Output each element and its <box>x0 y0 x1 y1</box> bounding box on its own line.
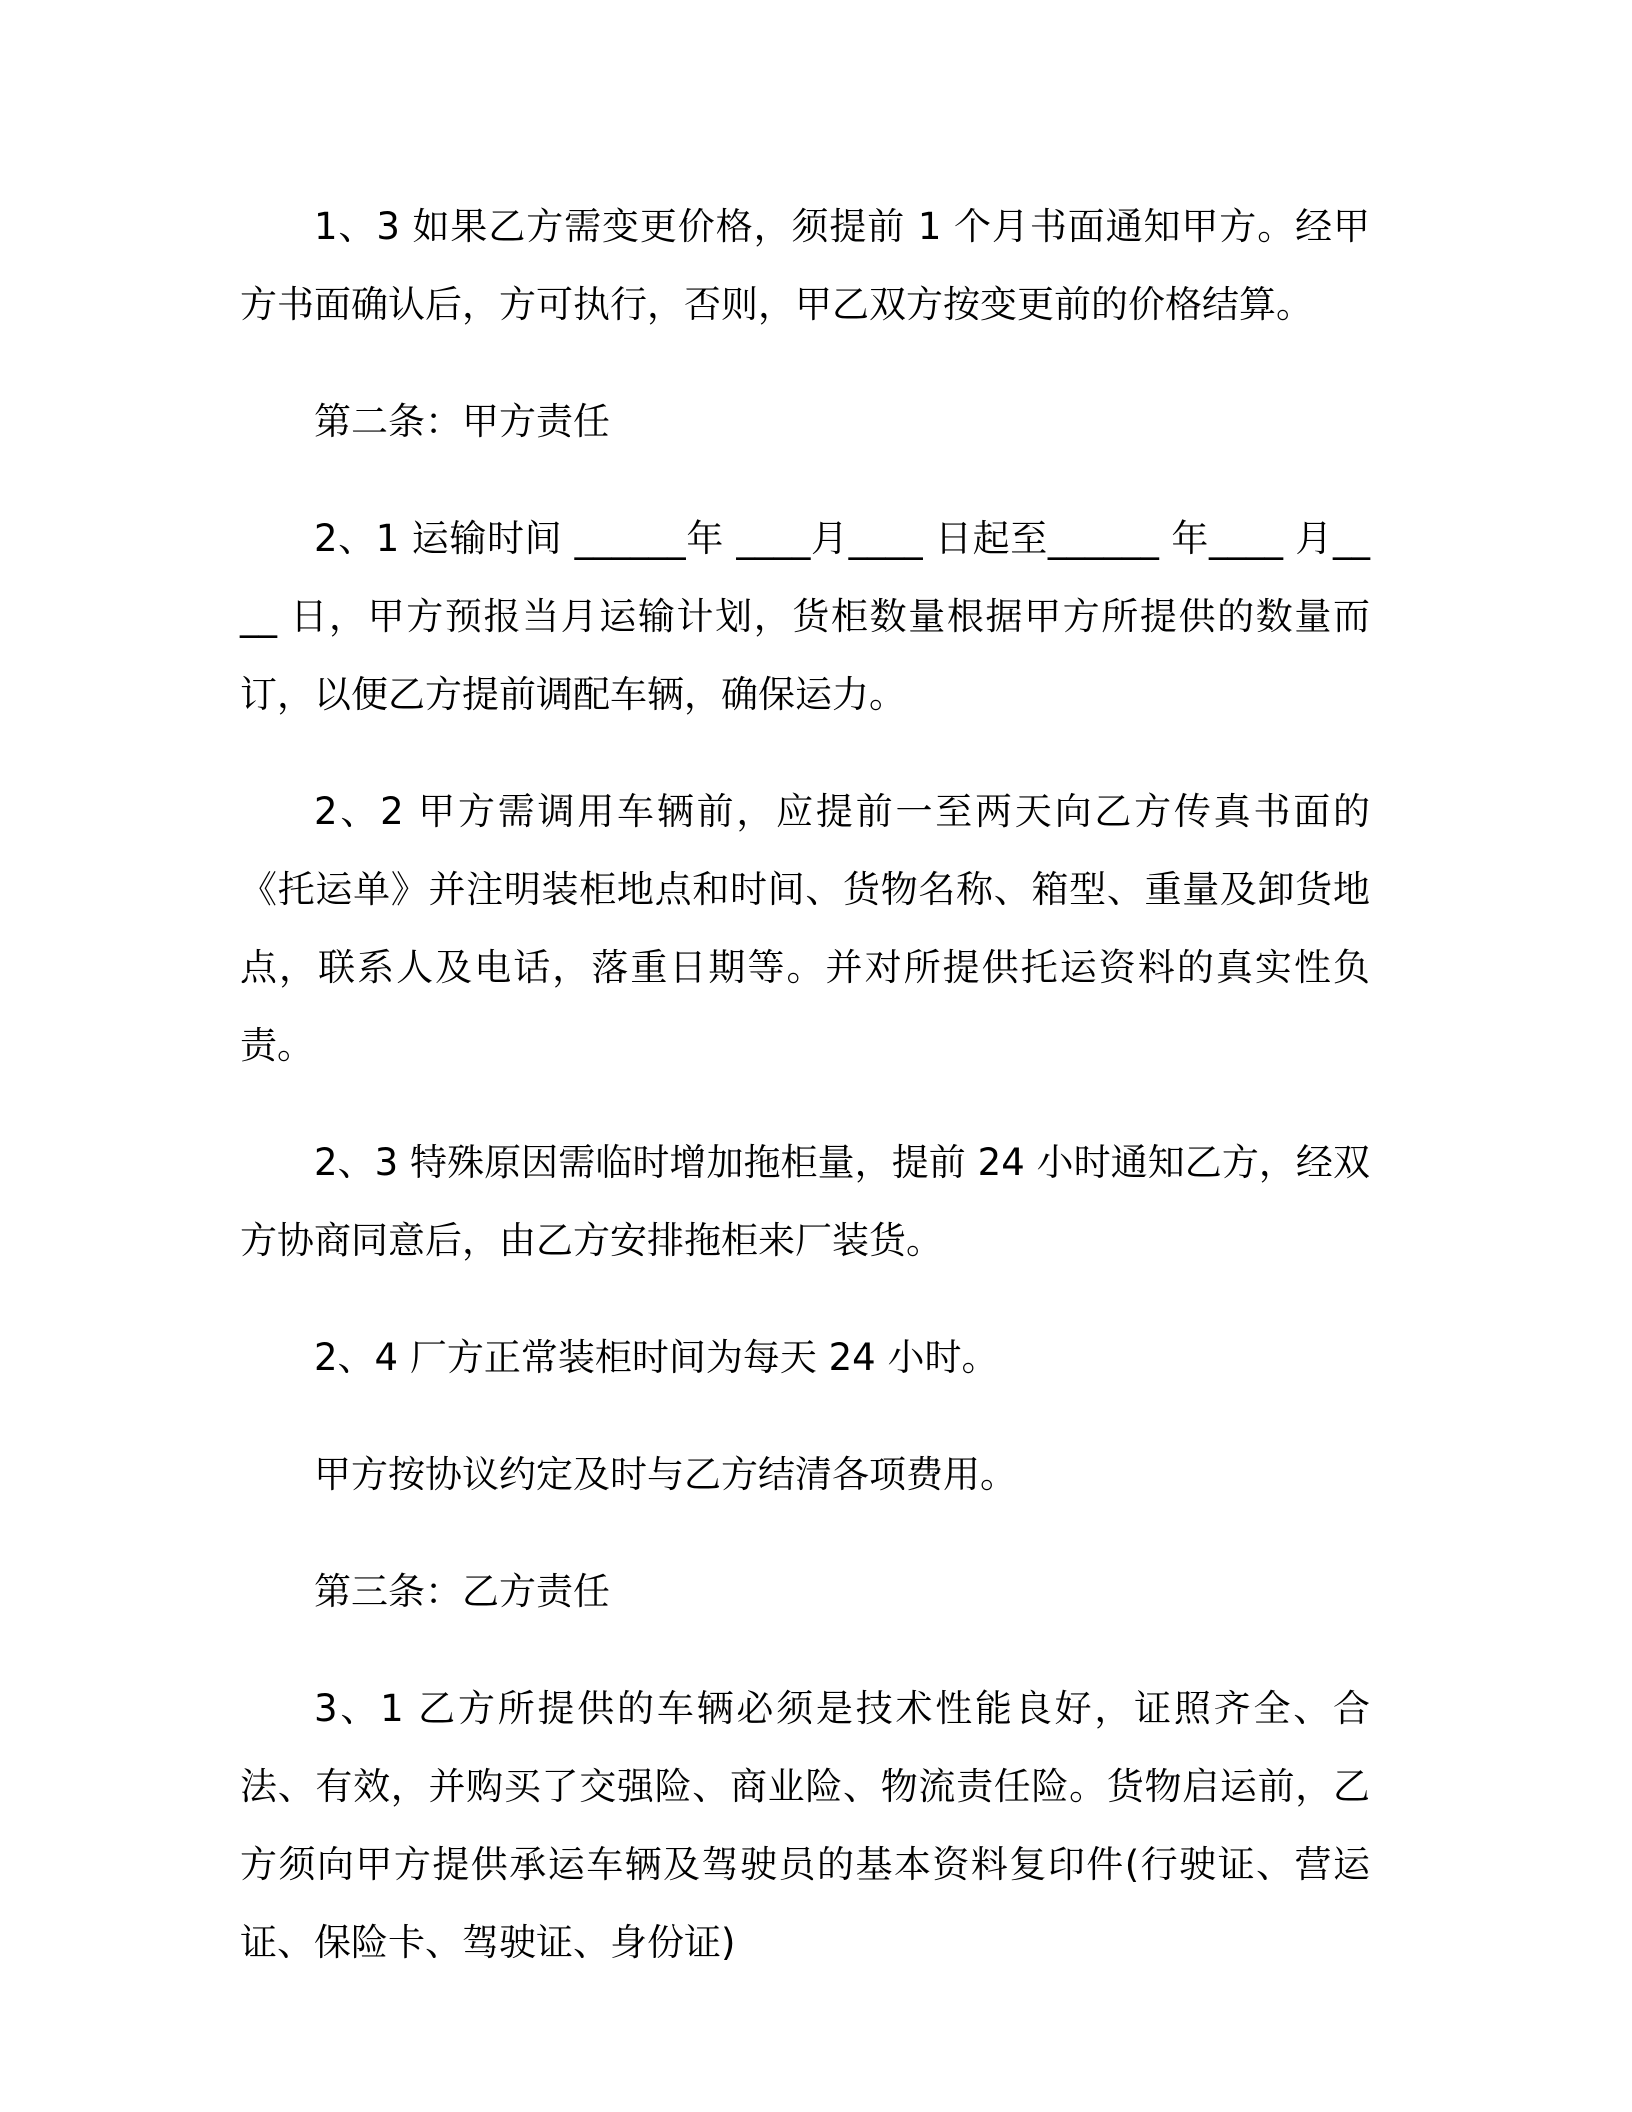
section-heading-3: 第三条：乙方责任 <box>314 1570 610 1613</box>
payment-clause: 甲方按协议约定及时与乙方结清各项费用。 <box>314 1453 1017 1496</box>
clause-2-3: 2、3 特殊原因需临时增加拖柜量，提前 24 小时通知乙方，经双方协商同意后，由乙方安排拖柜来厂装货。 <box>240 1141 1370 1262</box>
clause-3-1: 3、1 乙方所提供的车辆必须是技术性能良好，证照齐全、合法、有效，并购买了交强险、商业险、物流责任险。货物启运前，乙方须向甲方提供承运车辆及驾驶员的基本资料复印件(行驶证、营运证、保险卡、驾驶证、身份证) <box>240 1687 1370 1964</box>
document-body <box>240 188 1370 2021</box>
clause-2-2: 2、2 甲方需调用车辆前，应提前一至两天向乙方传真书面的《托运单》并注明装柜地点和时间、货物名称、箱型、重量及卸货地点，联系人及电话，落重日期等。并对所提供托运资料的真实性负责。 <box>240 790 1370 1067</box>
clause-2-4: 2、4 厂方正常装柜时间为每天 24 小时。 <box>314 1336 999 1379</box>
section-heading-2: 第二条：甲方责任 <box>314 400 610 443</box>
clause-2-1: 2、1 运输时间 ______年 ____月____ 日起至______ 年____ 月____ 日，甲方预报当月运输计划，货柜数量根据甲方所提供的数量而订，以便乙方提前调配车辆，确保运力。 <box>240 517 1370 716</box>
clause-1-3: 1、3 如果乙方需变更价格，须提前 1 个月书面通知甲方。经甲方书面确认后，方可执行，否则，甲乙双方按变更前的价格结算。 <box>240 205 1370 326</box>
